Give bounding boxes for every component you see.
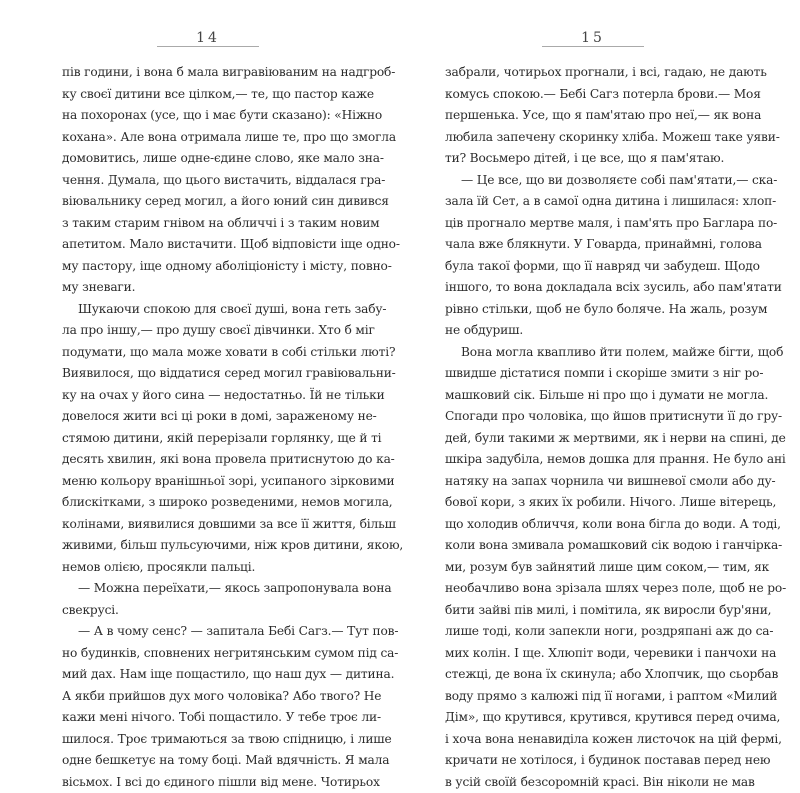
text-line: лише тоді, коли запекли ноги, роздряпані аж до са- (445, 621, 738, 643)
text-line: чала вже блякнути. У Говарда, принаймні, голова (445, 234, 738, 256)
text-line: необачливо вона зрізала шлях через поле, щоб не ро- (445, 578, 738, 600)
text-line: мий дах. Нам іще пощастило, що наш дух — дитина. (62, 664, 355, 686)
text-line: — Це все, що ви дозволяєте собі пам'ятати,— ска- (445, 170, 738, 192)
text-line: любила запечену скоринку хліба. Можеш таке уяви- (445, 127, 738, 149)
text-line: шкіра задубіла, немов дошка для прання. Не було ані (445, 449, 738, 471)
text-line: блискітками, з широко розведеними, немов могила, (62, 492, 355, 514)
text-line: бити зайві пів милі, і помітила, як виросли бур'яни, (445, 600, 738, 622)
text-line: ти? Восьмеро дітей, і це все, що я пам'ятаю. (445, 148, 738, 170)
text-line: довелося жити всі ці роки в домі, зараженому не- (62, 406, 355, 428)
text-line: А якби прийшов дух мого чоловіка? Або твого? Не (62, 686, 355, 708)
text-line: забрали, чотирьох прогнали, і всі, гадаю, не дають (445, 62, 738, 84)
header-rule (542, 46, 644, 47)
text-line: коли вона змивала ромашковий сік водою і ганчірка- (445, 535, 738, 557)
text-line: пів години, і вона б мала вигравіюваним на надгроб- (62, 62, 355, 84)
text-line: шилося. Троє тримаються за твою спідницю, і лише (62, 729, 355, 751)
text-line: комусь спокою.— Бебі Сагз потерла брови.— Моя (445, 84, 738, 106)
text-line: домовитись, лише одне-єдине слово, яке мало зна- (62, 148, 355, 170)
text-line: живими, більш пульсуючими, ніж кров дитини, якою, (62, 535, 355, 557)
text-line: стямою дитини, якій перерізали горлянку, ще й ті (62, 428, 355, 450)
text-line: ми, розум був зайнятий лише цим соком,— тим, як (445, 557, 738, 579)
text-line: стежці, де вона їх скинула; або Хлопчик, що сьорбав (445, 664, 738, 686)
text-line: з таким старим гнівом на обличчі і з таким новим (62, 213, 355, 235)
page-number: 15 (541, 30, 645, 46)
text-line: кричати не хотілося, і будинок поставав перед нею (445, 750, 738, 772)
text-line: кажи мені нічого. Тобі пощастило. У тебе троє ли- (62, 707, 355, 729)
text-line: меню кольору вранішньої зорі, усипаного зірковими (62, 471, 355, 493)
text-line: Шукаючи спокою для своєї душі, вона геть забу- (62, 299, 355, 321)
page-number: 14 (156, 30, 260, 46)
text-line: віювальнику серед могил, а його юний син дивився (62, 191, 355, 213)
text-line: — Можна переїхати,— якось запропонувала вона (62, 578, 355, 600)
text-line: в усій своїй безсоромній красі. Він ніколи не мав (445, 772, 738, 793)
text-line: кохана». Але вона отримала лише те, про що змогла (62, 127, 355, 149)
page-text (62, 62, 355, 793)
text-line: апетитом. Мало вистачити. Щоб відповісти іще одно- (62, 234, 355, 256)
text-line: була такої форми, що її навряд чи забудеш. Щодо (445, 256, 738, 278)
text-line: мих колін. І ще. Хлюпіт води, черевики і панчохи на (445, 643, 738, 665)
text-line: і хоча вона ненавиділа кожен листочок на цій фермі, (445, 729, 738, 751)
text-line: першенька. Усе, що я пам'ятаю про неї,— як вона (445, 105, 738, 127)
text-line: ла про іншу,— про душу своєї дівчинки. Хто б міг (62, 320, 355, 342)
text-line: чення. Думала, що цього вистачить, віддалася гра- (62, 170, 355, 192)
text-line: немов олією, просякли пальці. (62, 557, 355, 579)
text-line: свекрусі. (62, 600, 355, 622)
text-line: подумати, що мала може ховати в собі стільки люті? (62, 342, 355, 364)
text-line: Спогади про чоловіка, що йшов притиснути її до гру- (445, 406, 738, 428)
left-page (0, 0, 400, 615)
text-line: ку своєї дитини все цілком,— те, що пастор каже (62, 84, 355, 106)
text-line: не обдуриш. (445, 320, 738, 342)
text-line: му пастору, іще одному аболіціоністу і місту, повно- (62, 256, 355, 278)
text-line: Дім», що крутився, крутився, крутився перед очима, (445, 707, 738, 729)
header-rule (157, 46, 259, 47)
text-line: ців прогнало мертве маля, і пам'ять про Баглара по- (445, 213, 738, 235)
page-text (445, 62, 738, 793)
text-line: машковий сік. Більше ні про що і думати не могла. (445, 385, 738, 407)
text-line: дей, були такими ж мертвими, як і нерви на спині, де (445, 428, 738, 450)
text-line: що холодив обличчя, коли вона бігла до води. А тоді, (445, 514, 738, 536)
text-line: швидше дістатися помпи і скоріше змити з ніг ро- (445, 363, 738, 385)
right-page (400, 0, 800, 615)
text-line: зала їй Сет, а в самої одна дитина і лишилася: хлоп- (445, 191, 738, 213)
text-line: но будинків, сповнених негритянським сумом під са- (62, 643, 355, 665)
text-line: Виявилося, що віддатися серед могил гравіювальни- (62, 363, 355, 385)
text-line: му зневаги. (62, 277, 355, 299)
text-line: колінами, виявилися довшими за все її життя, більш (62, 514, 355, 536)
text-line: — А в чому сенс? — запитала Бебі Сагз.— Тут пов- (62, 621, 355, 643)
text-line: воду прямо з калюжі під її ногами, і раптом «Милий (445, 686, 738, 708)
text-line: одне бешкетує на тому боці. Май вдячність. Я мала (62, 750, 355, 772)
text-line: ку на очах у його сина — недостатньо. Їй не тільки (62, 385, 355, 407)
text-line: вісьмох. І всі до єдиного пішли від мене. Чотирьох (62, 772, 355, 793)
text-line: на похоронах (усе, що і має бути сказано): «Ніжно (62, 105, 355, 127)
text-line: іншого, то вона докладала всіх зусиль, або пам'ятати (445, 277, 738, 299)
text-line: десять хвилин, які вона провела притиснутою до ка- (62, 449, 355, 471)
text-line: натяку на запах чорнила чи вишневої смоли або ду- (445, 471, 738, 493)
text-line: рівно стільки, щоб не було боляче. На жаль, розум (445, 299, 738, 321)
text-line: бової кори, з яких їх робили. Нічого. Лише вітерець, (445, 492, 738, 514)
text-line: Вона могла квапливо йти полем, майже бігти, щоб (445, 342, 738, 364)
